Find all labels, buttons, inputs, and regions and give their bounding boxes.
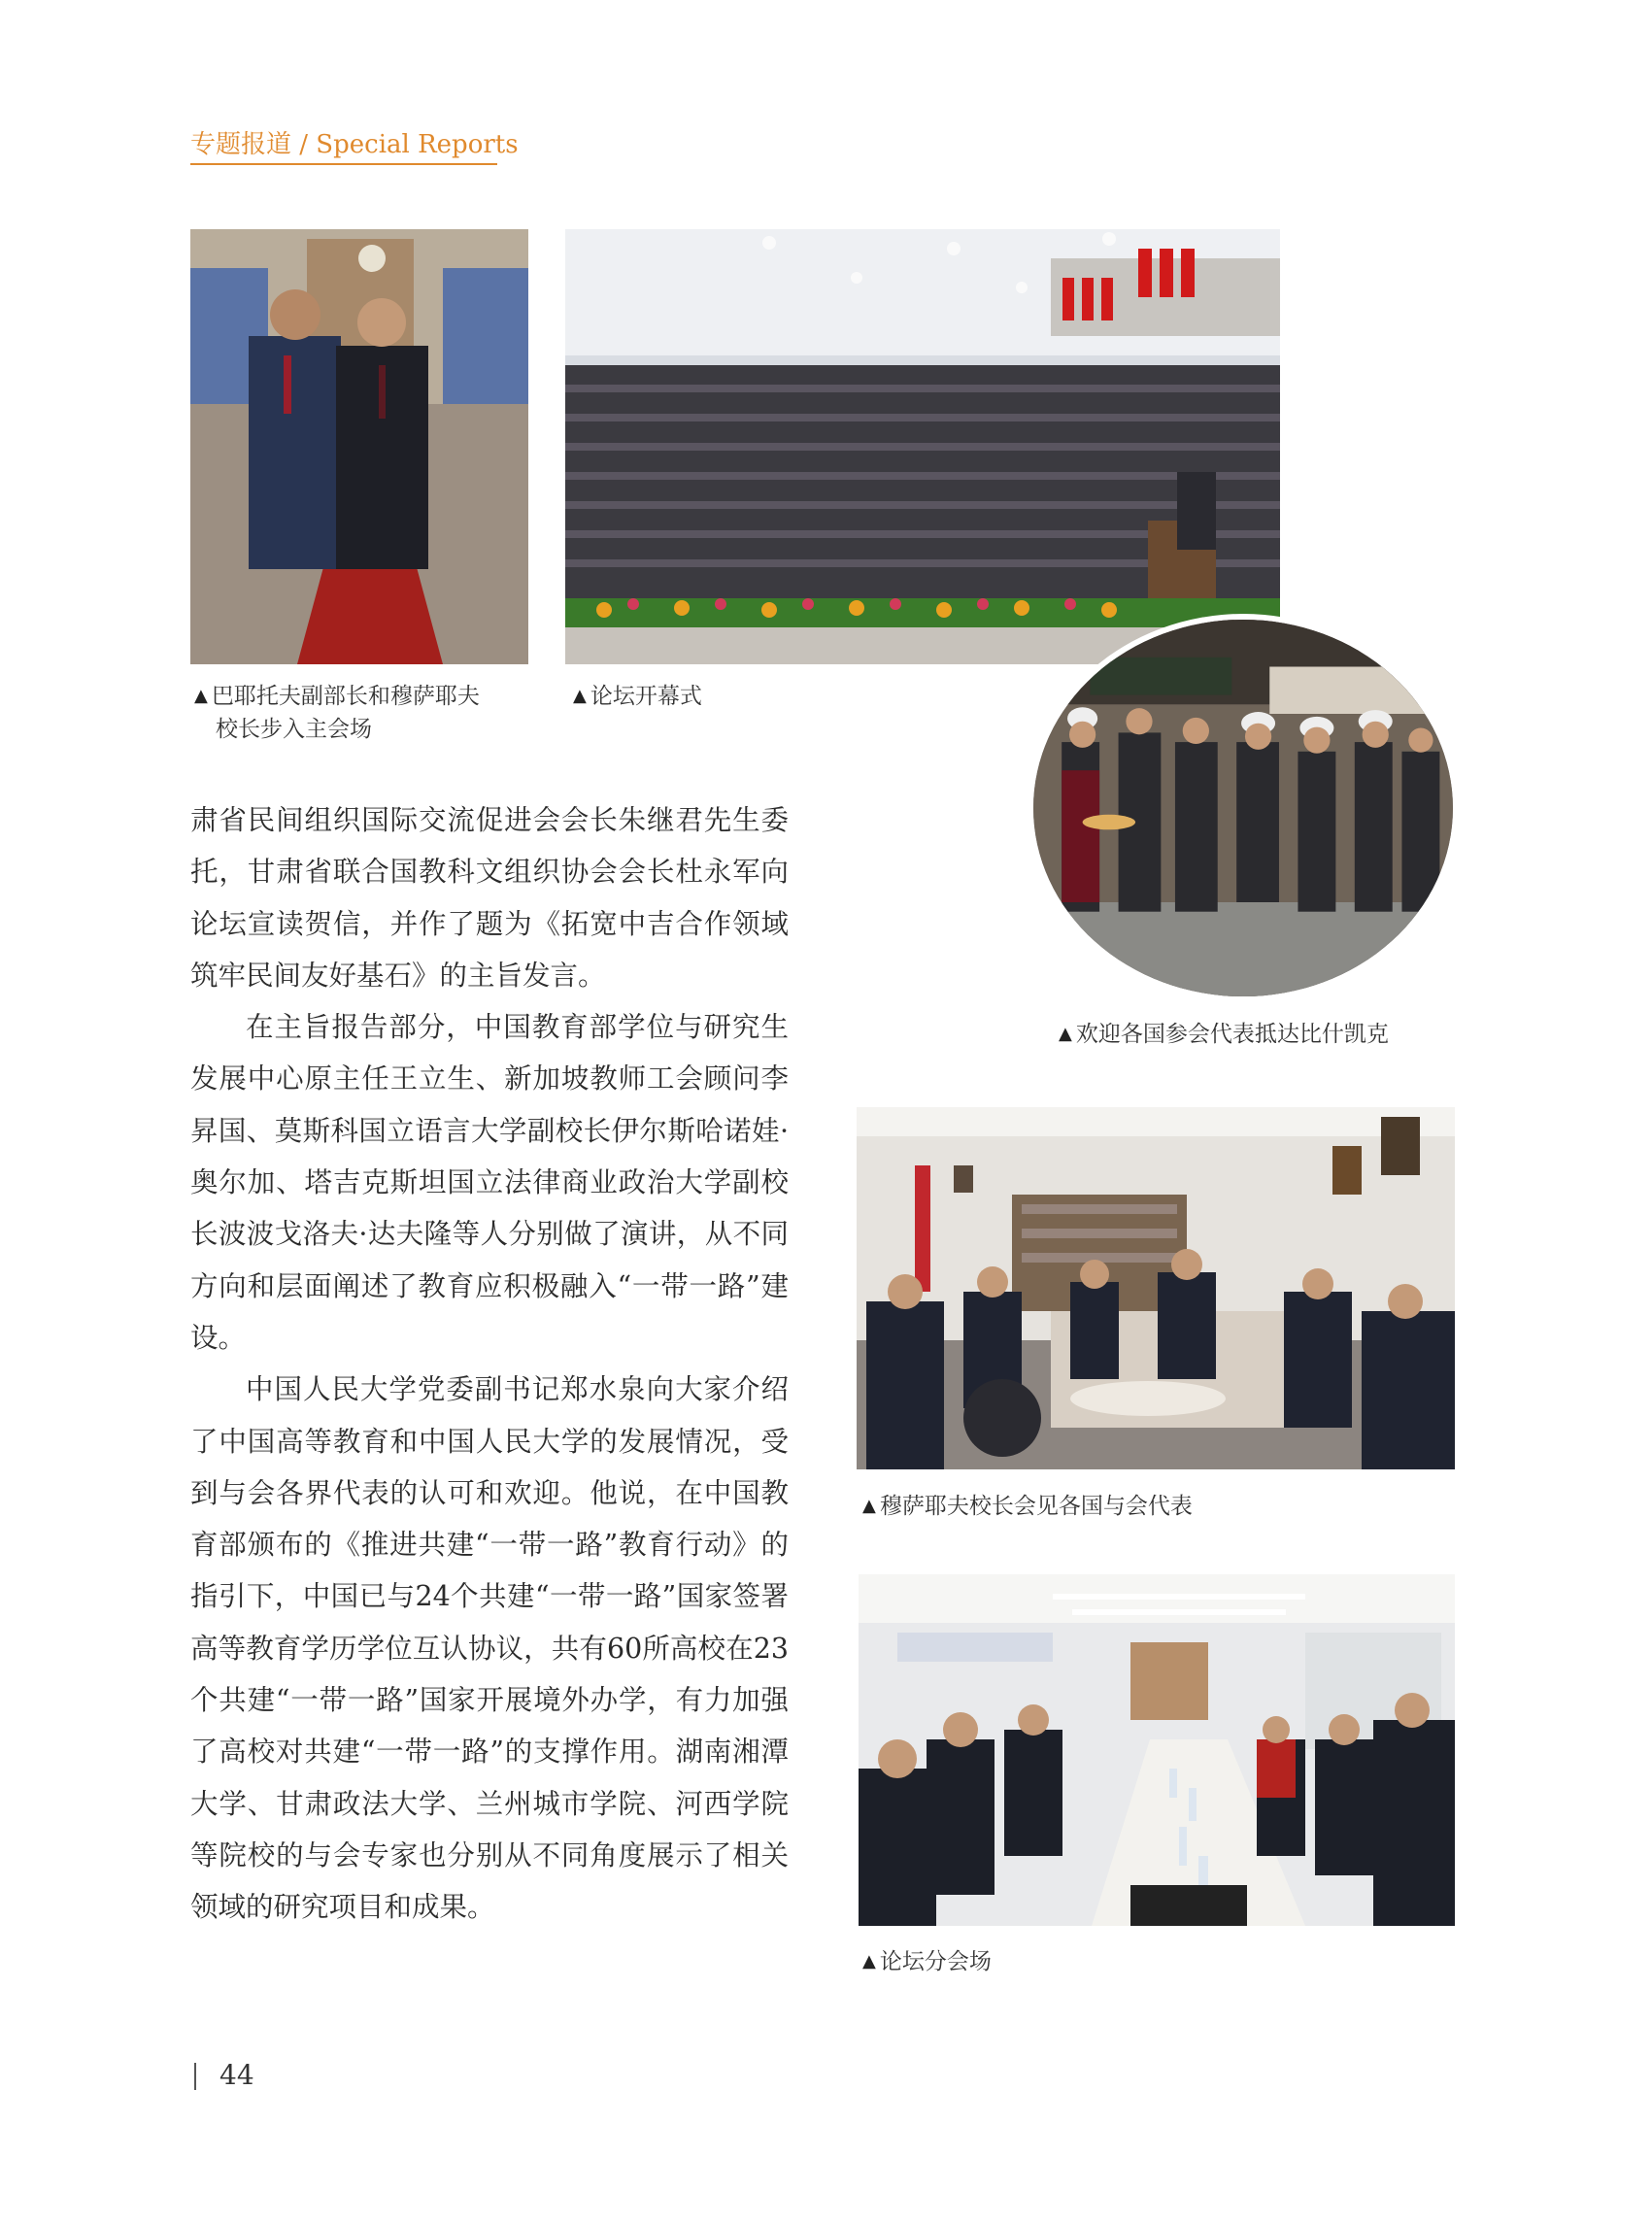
triangle-icon: ▲ (194, 686, 208, 706)
photo-officials-walking (190, 229, 528, 664)
triangle-icon: ▲ (862, 1496, 876, 1516)
paragraph-2: 在主旨报告部分，中国教育部学位与研究生发展中心原主任王立生、新加坡教师工会顾问李昇国、莫斯科国立语言大学副校长伊尔斯哈诺娃·奥尔加、塔吉克斯坦国立法律商业政治大学副校长波波戈洛夫·达夫隆等人分别做了演讲，从不同方向和层面阐述了教育应积极融入“一带一路”建设。 (190, 1011, 789, 1354)
caption-breakout-session: ▲ 论坛分会场 (862, 1949, 992, 1974)
article-body (190, 794, 789, 1934)
paragraph-3: 中国人民大学党委副书记郑水泉向大家介绍了中国高等教育和中国人民大学的发展情况，受到与会各界代表的认可和欢迎。他说，在中国教育部颁布的《推进共建“一带一路”教育行动》的指引下，中国已与24个共建“一带一路”国家签署高等教育学历学位互认协议，共有60所高校在23个共建“一带一路”国家开展境外办学，有力加强了高校对共建“一带一路”的支撑作用。湖南湘潭大学、甘肃政法大学、兰州城市学院、河西学院等院校的与会专家也分别从不同角度展示了相关领域的研究项目和成果。 (190, 1373, 789, 1924)
caption-delegates-welcome: ▲ 欢迎各国参会代表抵达比什凯克 (1059, 1022, 1389, 1047)
photo-meeting-room (857, 1107, 1455, 1469)
photo-breakout-session (859, 1574, 1455, 1926)
caption-forum-opening: ▲ 论坛开幕式 (573, 684, 702, 709)
caption-officials-walking: ▲ 巴耶托夫副部长和穆萨耶夫 校长步入主会场 (194, 684, 480, 742)
triangle-icon: ▲ (573, 686, 587, 706)
photo-delegates-welcome (1028, 614, 1459, 1002)
header-rule (190, 163, 497, 165)
paragraph-1: 肃省民间组织国际交流促进会会长朱继君先生委托，甘肃省联合国教科文组织协会会长杜永军向论坛宣读贺信，并作了题为《拓宽中吉合作领域 筑牢民间友好基石》的主旨发言。 (190, 804, 789, 992)
page-number-divider (194, 2063, 196, 2090)
triangle-icon: ▲ (862, 1951, 876, 1972)
page-number: 44 (219, 2059, 254, 2091)
section-header: 专题报道 / Special Reports (190, 130, 519, 159)
triangle-icon: ▲ (1059, 1024, 1072, 1044)
photo-forum-opening (565, 229, 1280, 664)
caption-meeting-room: ▲ 穆萨耶夫校长会见各国与会代表 (862, 1494, 1193, 1519)
